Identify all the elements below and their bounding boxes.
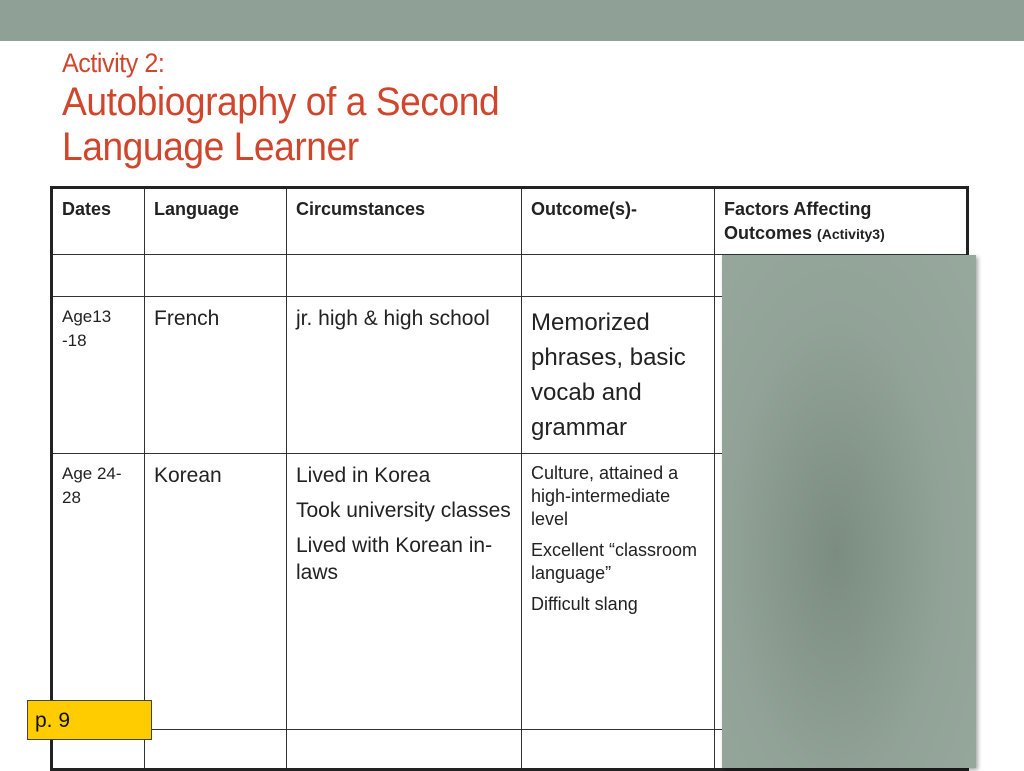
header-language: Language: [145, 188, 287, 255]
header-dates: Dates: [52, 188, 145, 255]
top-banner: [0, 0, 1024, 41]
circumstance-item: Lived in Korea: [296, 464, 431, 487]
table-header-row: [52, 188, 968, 255]
page-number-badge: p. 9: [27, 700, 152, 740]
cell-outcomes: [522, 297, 715, 454]
cell-empty: [287, 255, 522, 297]
cell-language: French: [145, 297, 287, 454]
title-main-line1: Autobiography of a Second: [62, 80, 500, 124]
cell-circumstances: [287, 297, 522, 454]
cell-empty: [52, 255, 145, 297]
outcome-item: Culture, attained a high-intermediate level: [531, 463, 679, 529]
header-factors: [715, 188, 968, 255]
cell-language: Korean: [145, 454, 287, 730]
header-factors-label: Factors Affecting Outcomes: [724, 199, 872, 243]
title-activity: Activity 2:: [62, 48, 165, 78]
cell-empty: [522, 255, 715, 297]
cell-dates: Age 24-28: [52, 454, 145, 730]
circumstance-item: jr. high & high school: [296, 307, 490, 330]
cell-empty: [145, 730, 287, 770]
cell-empty: [522, 730, 715, 770]
cell-outcomes: [522, 454, 715, 730]
outcome-item: Excellent “classroom language”: [531, 540, 698, 583]
circumstance-item: Lived with Korean in-laws: [296, 534, 493, 584]
cell-empty: [145, 255, 287, 297]
outcome-item: Memorized phrases, basic vocab and grammar: [531, 309, 686, 441]
circumstance-item: Took university classes: [296, 499, 511, 522]
header-outcomes: Outcome(s)-: [522, 188, 715, 255]
header-factors-note: (Activity3): [817, 226, 885, 242]
header-circumstances: Circumstances: [287, 188, 522, 255]
slide-title: [62, 46, 499, 170]
cell-circumstances: [287, 454, 522, 730]
title-main-line2: Language Learner: [62, 125, 359, 169]
cover-box: [722, 255, 976, 768]
cell-dates: Age13 -18: [52, 297, 145, 454]
outcome-item: Difficult slang: [531, 594, 638, 614]
cell-empty: [287, 730, 522, 770]
